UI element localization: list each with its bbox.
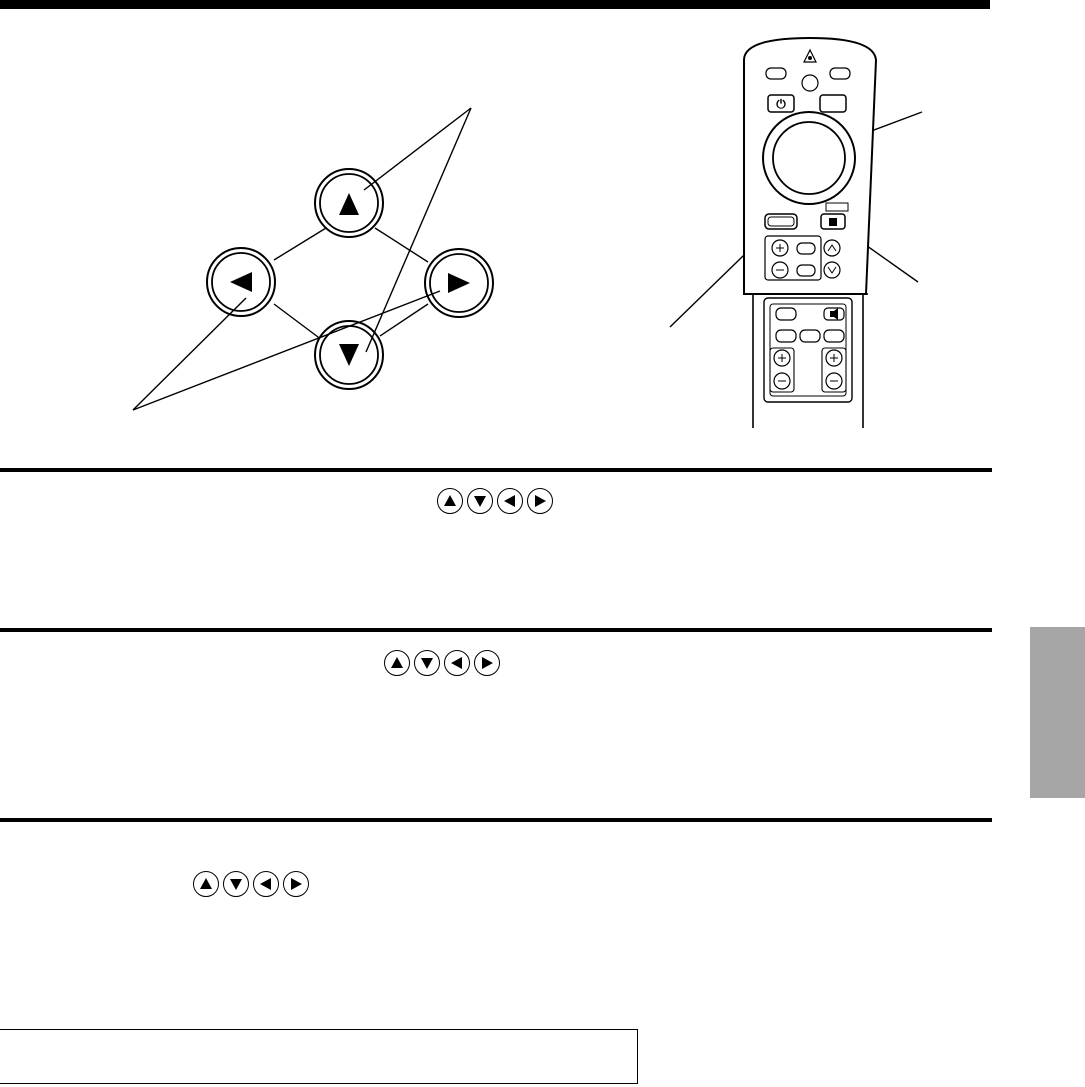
dpad-up-button[interactable] <box>315 169 383 237</box>
section-rule <box>0 818 992 822</box>
reset-button <box>765 214 797 229</box>
right-button <box>283 871 309 897</box>
up-button <box>437 488 463 514</box>
triangle-right-icon <box>535 495 546 507</box>
up-button <box>193 871 219 897</box>
right-button <box>474 650 500 676</box>
triangle-right-icon <box>482 657 493 669</box>
section-3-arrow-buttons <box>193 871 309 897</box>
chapter-side-tab <box>1030 627 1085 798</box>
dpad-left-button[interactable] <box>207 248 275 316</box>
dpad-right-button[interactable] <box>425 249 493 317</box>
triangle-left-icon <box>260 878 271 890</box>
down-button <box>414 650 440 676</box>
triangle-up-icon <box>200 878 212 889</box>
note-box <box>0 1029 638 1084</box>
dpad-down-button[interactable] <box>315 321 383 389</box>
right-button <box>527 488 553 514</box>
section-2-arrow-buttons <box>384 650 500 676</box>
triangle-left-icon <box>504 495 515 507</box>
triangle-right-icon <box>291 878 302 890</box>
down-button <box>223 871 249 897</box>
left-button <box>497 488 523 514</box>
left-button <box>444 650 470 676</box>
triangle-down-icon <box>474 496 486 507</box>
up-button <box>384 650 410 676</box>
left-button <box>253 871 279 897</box>
section-rule <box>0 628 992 632</box>
section-rule <box>0 468 992 472</box>
triangle-up-icon <box>391 657 403 668</box>
triangle-down-icon <box>230 879 242 890</box>
remote-control <box>744 38 876 428</box>
triangle-up-icon <box>444 495 456 506</box>
remote-diagram <box>0 0 1085 460</box>
svg-text:⏻: ⏻ <box>776 97 786 111</box>
section-1-arrow-buttons <box>437 488 553 514</box>
triangle-down-icon <box>421 658 433 669</box>
down-button <box>467 488 493 514</box>
triangle-left-icon <box>451 657 462 669</box>
